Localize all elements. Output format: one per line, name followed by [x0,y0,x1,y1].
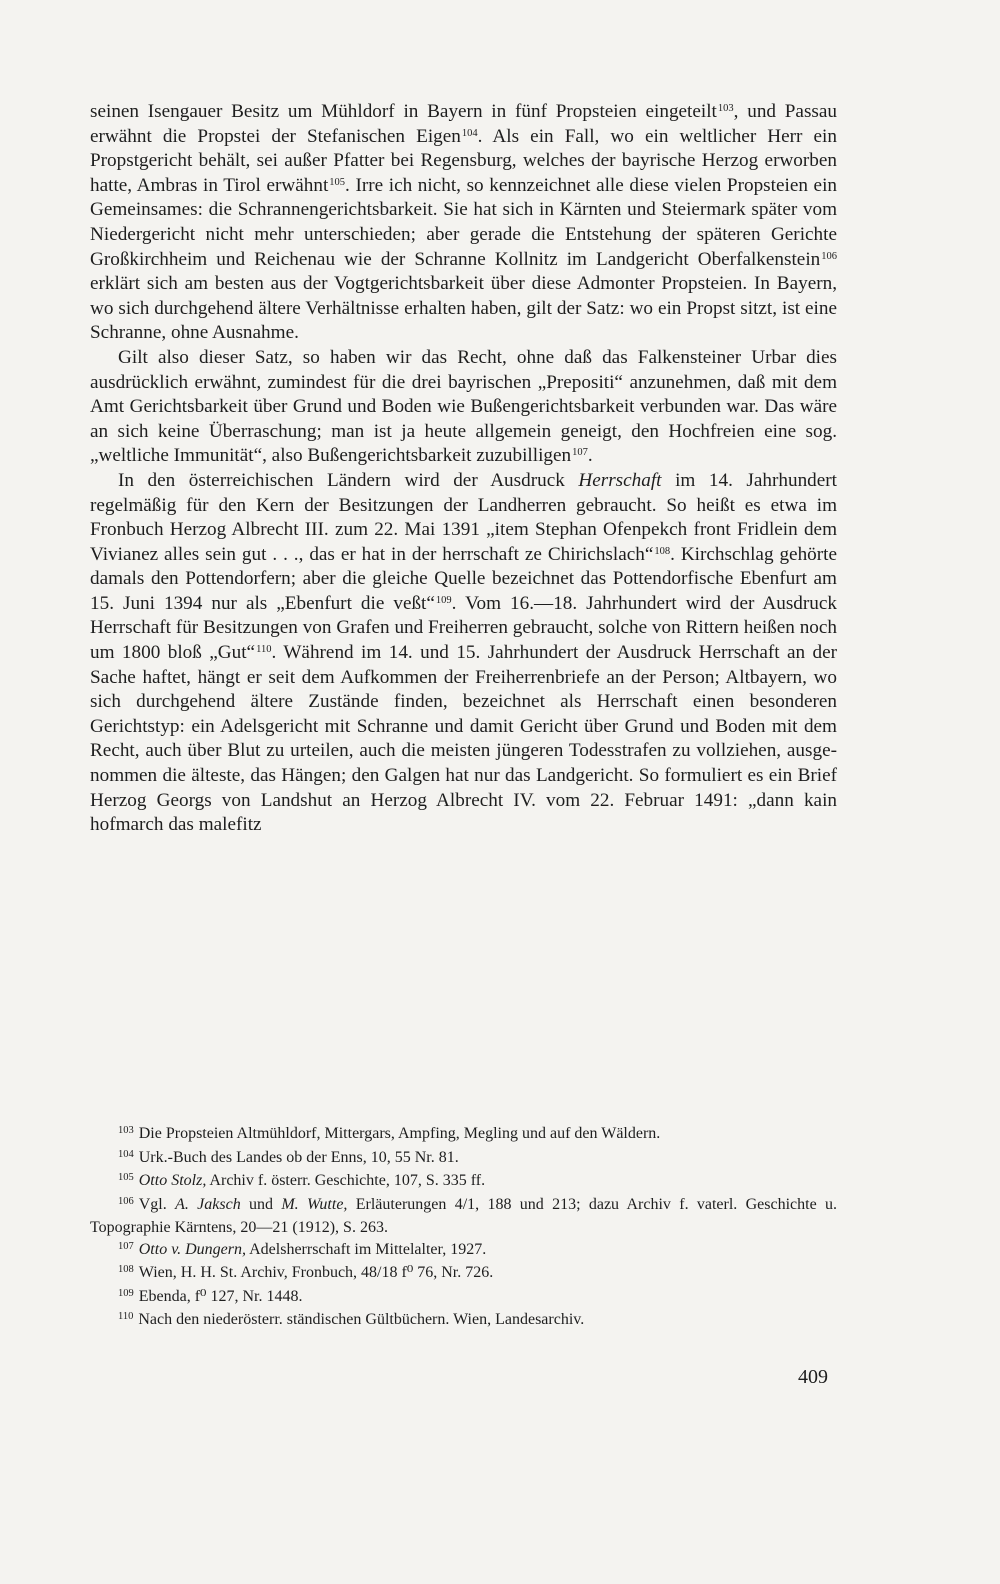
text-run: Nach den niederösterr. ständischen Gültbüchern. Wien, Landesarchiv. [138,1311,585,1328]
text-run: Ebenda, f⁰ 127, Nr. 1448. [138,1287,303,1305]
footnote [90,1147,837,1171]
footnote-ref: 110 [256,644,272,656]
text-run: erklärt sich am besten aus der Vogtgerichtsbarkeit über diese Admonter Propsteien. In Bayern, wo sich durchgehend ältere Verhältnisse erhalten haben, gilt der Satz: wo ein Propst sitzt, ist eine Schranne, ohne Ausnahme. [90,273,837,344]
footnotes [90,1123,837,1333]
footnote [90,1123,837,1147]
footnote-number: 109 [118,1287,134,1299]
text-run: Archiv f. österr. Geschichte, 107, S. 335 ff. [206,1172,486,1189]
footnote [90,1194,837,1239]
italic-text: Otto v. Dungern, [138,1240,246,1258]
footnote [90,1309,837,1333]
italic-text: Herrschaft [578,469,662,491]
footnote-ref: 108 [654,545,671,557]
italic-text: M. Wutte, [281,1195,348,1213]
footnote-number: 105 [118,1172,134,1183]
text-run: Wien, H. H. St. Archiv, Fronbuch, 48/18 f⁰ 76, Nr. 726. [138,1264,494,1281]
footnote-ref: 104 [461,127,478,139]
footnote-ref: 106 [821,250,837,262]
footnote-number: 107 [118,1240,134,1252]
footnote [90,1239,837,1263]
page-number: 409 [798,1366,828,1388]
italic-text: A. Jaksch [175,1195,241,1213]
paragraph [90,100,837,346]
paragraph [90,346,837,469]
text-run: . [587,445,593,467]
footnote-ref: 103 [717,103,734,114]
footnote-number: 106 [118,1195,134,1207]
footnote-ref: 107 [572,447,588,459]
text-run: Die Propsteien Altmühldorf, Mittergars, Ampfing, Megling und auf den Wäldern. [138,1125,661,1142]
footnote [90,1170,837,1194]
footnote-number: 108 [118,1264,134,1275]
text-run: , und Passau erwähnt die Propstei der Stefanischen Eigen [90,101,837,147]
footnote [90,1286,837,1310]
text-run: Vgl. [138,1195,176,1213]
footnote [90,1262,837,1286]
text-run: und [240,1195,282,1213]
text-run: . Kirchschlag gehörte damals den Pottendorfern; aber die gleiche Quelle bezeichnet das Pottendorfische Ebenfurt am 15. Juni 1394 nur als „Ebenfurt die veßt“ [90,543,837,614]
footnote-number: 104 [118,1148,134,1160]
footnote-number: 110 [118,1311,134,1322]
footnote-ref: 109 [435,594,452,606]
text-run: im 14. Jahrhundert regelmäßig für den Kern der Besitzungen der Landherren gebraucht. So heißt es etwa im Fronbuch Herzog Albrecht III. zum 22. Mai 1391 „item Stephan Ofenpekch front Fridlein dem Vivianez alles sein gut . . ., das er hat in der herrschaft ze Chirichslach“ [90,469,837,565]
text-run: . Als ein Fall, wo ein weltlicher Herr ein Propstgericht behält, sei außer Pfatter bei Regensburg, welches der bayrische Herzog erworben hatte, Ambras in Tirol erwähnt [90,125,837,196]
italic-text: Otto Stolz, [138,1172,207,1189]
text-run: . Vom 16.—18. Jahrhundert wird der Ausdruck Herrschaft für Besitzungen von Grafen und Freiherren gebraucht, solche von Rittern heißen noch um 1800 bloß „Gut“ [90,592,837,664]
text-run: Urk.-Buch des Landes ob der Enns, 10, 55 Nr. 81. [138,1148,459,1166]
text-run: seinen Isengauer Besitz um Mühldorf in Bayern in fünf Propsteien eingeteilt [90,101,717,122]
text-run: Adelsherrschaft im Mittelalter, 1927. [246,1240,487,1258]
body-text [90,100,837,838]
paragraph [90,469,837,838]
text-run: . Irre ich nicht, so kennzeichnet alle diese vielen Propsteien ein Gemeinsames: die Schrannengerichtsbarkeit. Sie hat sich in Kärnten und Steiermark später vom Niedergericht nicht mehr unterschieden; aber gerade die Entstehung der späteren Gerichte Großkirchheim und Reichenau wie der Schranne Kollnitz im Landgericht Oberfalkenstein [90,174,837,270]
footnote-ref: 105 [329,176,346,188]
footnote-number: 103 [118,1125,134,1136]
text-run: Gilt also dieser Satz, so haben wir das Recht, ohne daß das Falkensteiner Urbar dies ausdrücklich erwähnt, zumindest für die drei bayrischen „Prepositi“ anzunehmen, daß mit dem Amt Gerichtsbarkeit über Grund und Boden wie Bußengerichtsbarkeit verbunden war. Das wäre an sich keine Überraschung; man ist ja heute allgemein geneigt, den Hochfreien eine sog. „weltliche Immunität“, also Bußengerichtsbarkeit zuzubilligen [90,346,837,467]
text-run: . Während im 14. und 15. Jahrhundert der Ausdruck Herrschaft an der Sache haftet, hängt er seit dem Aufkommen der Freiherrenbriefe an der Person; Altbayern, wo sich durchgehend ältere Zustände finden, bezeichnet als Herrschaft einen besonderen Gerichtstyp: ein Adelsgericht mit Schranne und damit Gericht über Grund und Boden mit dem Recht, auch über Blut zu urteilen, auch die meisten jüngeren Todesstrafen zu vollziehen, ausgenommen die älteste, das Hängen; den Galgen hat nur das Landgericht. So formuliert es ein Brief Herzog Georgs von Landshut an Herzog Albrecht IV. vom 22. Februar 1491: „dann kain hofmarch das malefitz [90,642,838,836]
text-run: Erläuterungen 4/1, 188 und 213; dazu Archiv f. vaterl. Geschichte u. Topographie Kärntens, 20—21 (1912), S. 263. [90,1195,838,1236]
text-run: In den österreichischen Ländern wird der Ausdruck [118,469,579,491]
